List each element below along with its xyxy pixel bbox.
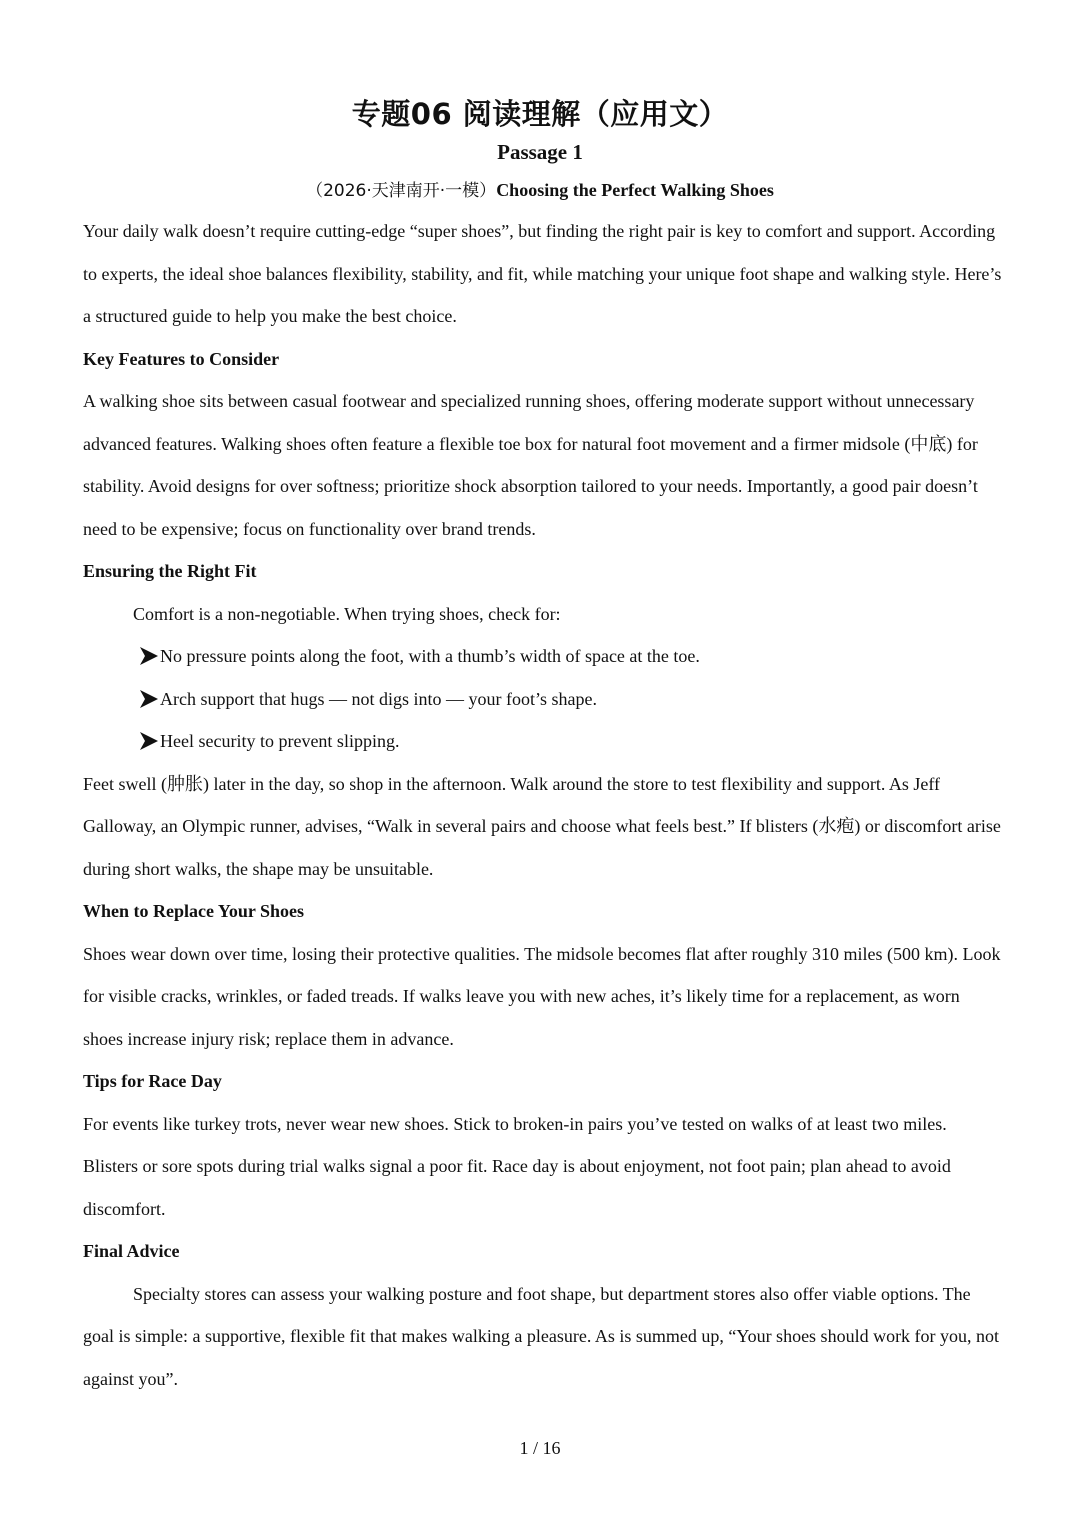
advice-paragraph: Specialty stores can assess your walking posture and foot shape, but department stores also offer viable options. The goal is simple: a supportive, flexible fit that makes walking a pleasure. As is summed up, “Your shoes should work for you, not against you”. bbox=[83, 1283, 1000, 1389]
features-paragraph: A walking shoe sits between casual footwear and specialized running shoes, offering moderate support without unnecessary advanced features. Walking shoes often feature a flexible toe box for natural foot movement and a firmer midsole (中底) for stability. Avoid designs for over softness; prioritize shock absorption tailored to your needs. Importantly, a good pair doesn’t need to be expensive; focus on functionality over brand trends. bbox=[83, 391, 978, 539]
arrowhead-bullet-icon bbox=[138, 689, 159, 709]
list-item bbox=[83, 635, 1003, 678]
arrowhead-bullet-icon bbox=[138, 646, 159, 666]
fit-paragraph: Feet swell (肿胀) later in the day, so shop in the afternoon. Walk around the store to test flexibility and support. As Jeff Galloway, an Olympic runner, advises, “Walk in several pairs and choose what feels best.” If blisters (水疱) or discomfort arise during short walks, the shape may be unsuitable. bbox=[83, 773, 1001, 879]
document-title: 专题06 阅读理解（应用文） bbox=[351, 97, 729, 131]
arrowhead-bullet-icon bbox=[138, 731, 159, 751]
section-heading-replace: When to Replace Your Shoes bbox=[83, 901, 305, 921]
fit-lead-paragraph: Comfort is a non-negotiable. When trying shoes, check for: bbox=[133, 603, 561, 624]
replace-paragraph: Shoes wear down over time, losing their protective qualities. The midsole becomes flat after roughly 310 miles (500 km). Look for visible cracks, wrinkles, or faded treads. If walks leave you with new aches, it’s likely time for a replacement, as worn shoes increase injury risk; replace them in advance. bbox=[83, 943, 1001, 1049]
passage-body bbox=[83, 210, 1003, 1400]
passage-title: Choosing the Perfect Walking Shoes bbox=[496, 180, 774, 200]
source-tag: （2026·天津南开·一模） bbox=[306, 181, 497, 201]
page-number: 1 / 16 bbox=[519, 1438, 561, 1458]
section-heading-advice: Final Advice bbox=[83, 1241, 180, 1261]
section-heading-features: Key Features to Consider bbox=[83, 348, 280, 369]
source-line bbox=[0, 176, 1080, 201]
passage-label: Passage 1 bbox=[497, 140, 583, 164]
bullet-text: Heel security to prevent slipping. bbox=[160, 731, 400, 751]
list-item bbox=[83, 720, 1003, 763]
intro-paragraph: Your daily walk doesn’t require cutting-edge “super shoes”, but finding the right pair is key to comfort and support. According to experts, the ideal shoe balances flexibility, stability, and fit, while matching your unique foot shape and walking style. Here’s a structured guide to help you make the best choice. bbox=[83, 221, 1002, 326]
race-paragraph: For events like turkey trots, never wear new shoes. Stick to broken-in pairs you’ve tested on walks of at least two miles. Blisters or sore spots during trial walks signal a poor fit. Race day is about enjoyment, not foot pain; plan ahead to avoid discomfort. bbox=[83, 1113, 951, 1219]
bullet-text: Arch support that hugs — not digs into — your foot’s shape. bbox=[160, 688, 597, 709]
bullet-text: No pressure points along the foot, with a thumb’s width of space at the toe. bbox=[160, 646, 700, 666]
section-heading-race: Tips for Race Day bbox=[83, 1071, 222, 1091]
list-item bbox=[83, 678, 1003, 721]
section-heading-fit: Ensuring the Right Fit bbox=[83, 561, 257, 581]
